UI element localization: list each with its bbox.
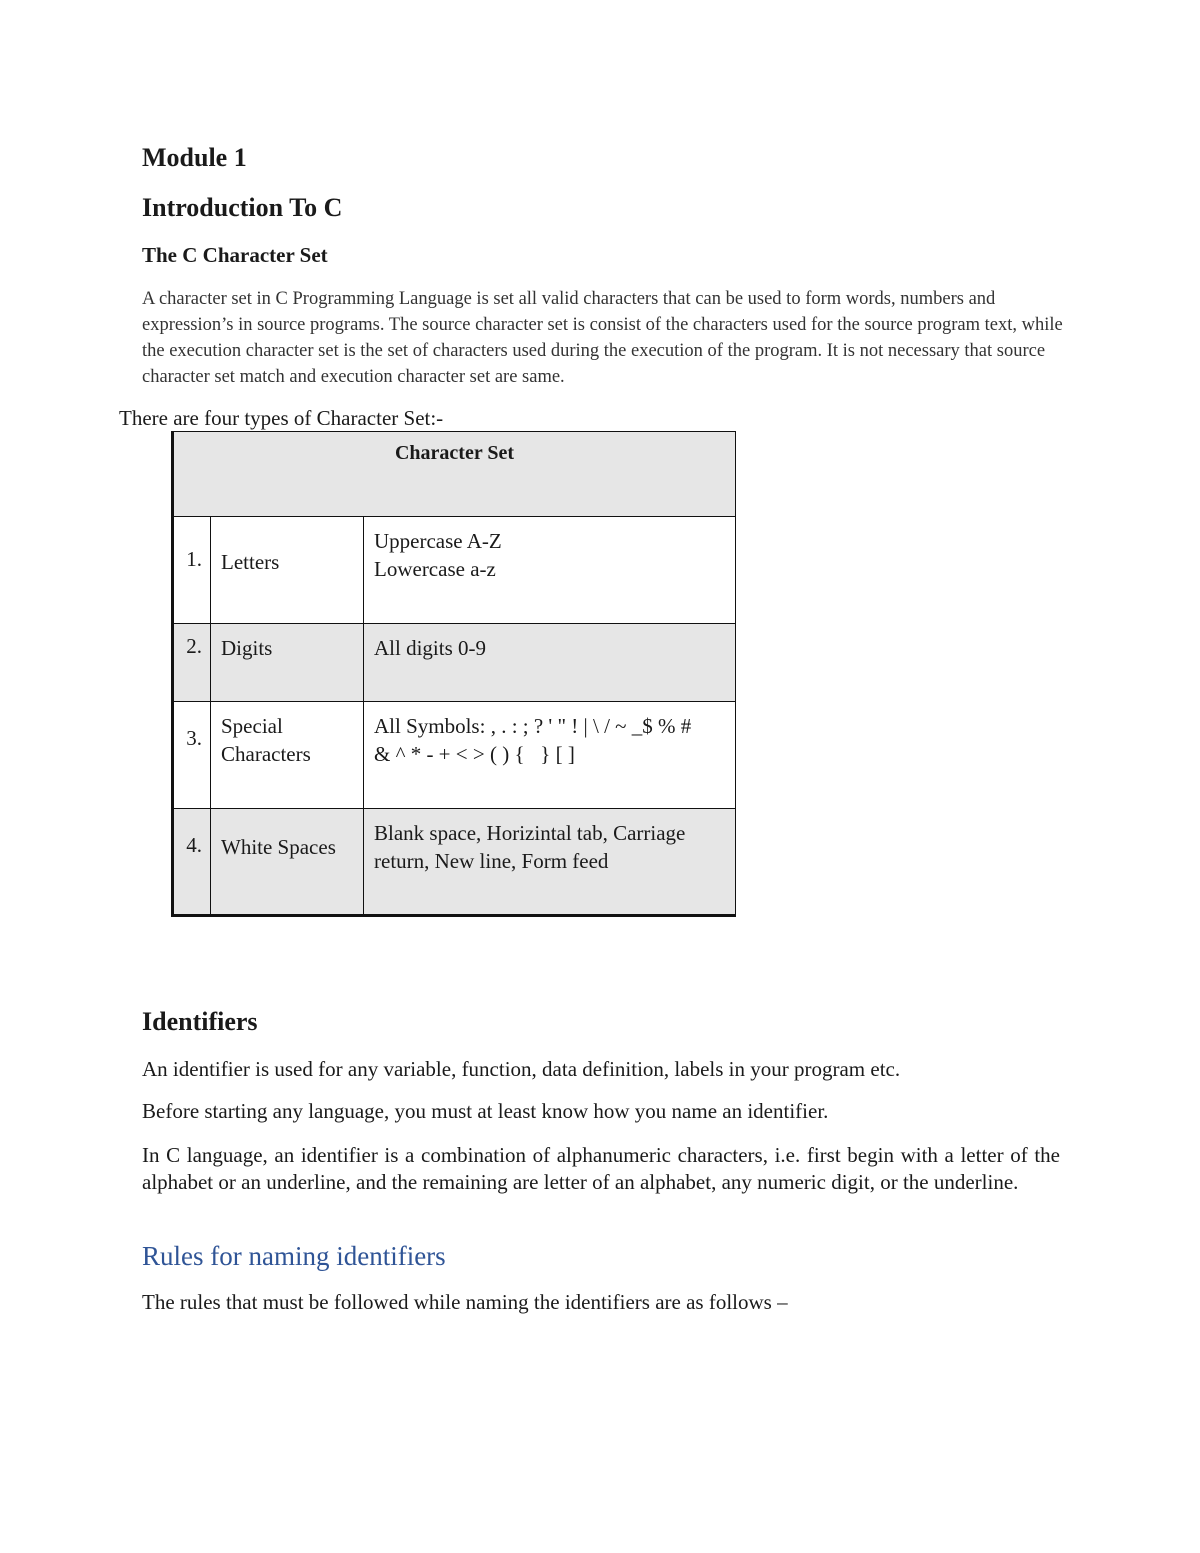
character-set-table <box>171 431 736 917</box>
module-heading: Module 1 <box>142 143 247 172</box>
row-name: Digits <box>221 636 273 660</box>
identifiers-paragraph-2: Before starting any language, you must at least know how you name an identifier. <box>142 1099 829 1123</box>
row-desc-line: Uppercase A-Z <box>374 529 502 553</box>
row-number: 3. <box>186 726 202 750</box>
table-row <box>173 624 736 702</box>
row-desc-line: All digits 0-9 <box>374 636 487 660</box>
row-name-line: Special <box>221 714 283 738</box>
table-header-row <box>173 432 736 517</box>
identifiers-paragraph-3: In C language, an identifier is a combination of alphanumeric characters, i.e. first begin with a letter of the alphabet or an underline, and the remaining are letter of an alphabet, any numeric digit, or the underline. <box>142 1143 1060 1194</box>
row-desc-cell <box>364 702 736 809</box>
row-desc-line: Blank space, Horizintal tab, Carriage <box>374 821 686 845</box>
row-desc-cell <box>364 517 736 624</box>
row-name-line: Characters <box>221 742 311 766</box>
charset-heading: The C Character Set <box>142 243 328 267</box>
row-name-cell <box>211 624 364 702</box>
row-desc-line: Lowercase a-z <box>374 557 496 581</box>
row-desc-line: & ^ * - + < > ( ) { } [ ] <box>374 742 575 766</box>
row-name-cell <box>211 517 364 624</box>
row-name: White Spaces <box>221 835 336 859</box>
row-number-cell <box>173 624 211 702</box>
row-number: 4. <box>186 833 202 857</box>
row-number: 1. <box>186 547 202 571</box>
identifiers-heading: Identifiers <box>142 1007 258 1036</box>
rules-heading: Rules for naming identifiers <box>142 1241 446 1271</box>
row-name-cell <box>211 702 364 809</box>
table-row <box>173 702 736 809</box>
table-header: Character Set <box>173 432 736 517</box>
row-name-cell <box>211 809 364 916</box>
row-number-cell <box>173 809 211 916</box>
intro-paragraph: A character set in C Programming Language is set all valid characters that can be used to form words, numbers and expression’s in source programs. The source character set is consist of the characters used for the source program text, while the execution character set is the set of characters used during the execution of the program. It is not necessary that source character set match and execution character set are same. <box>142 289 1063 387</box>
identifiers-paragraph-1: An identifier is used for any variable, function, data definition, labels in your program etc. <box>142 1057 901 1081</box>
types-line: There are four types of Character Set:- <box>119 406 444 430</box>
row-desc-line: return, New line, Form feed <box>374 849 609 873</box>
row-desc-cell <box>364 624 736 702</box>
row-number-cell <box>173 517 211 624</box>
row-number-cell <box>173 702 211 809</box>
table-row <box>173 517 736 624</box>
rules-paragraph: The rules that must be followed while naming the identifiers are as follows – <box>142 1290 788 1314</box>
row-number: 2. <box>186 634 202 658</box>
row-desc-line: All Symbols: , . : ; ? ' " ! | \ / ~ _$ % # <box>374 714 692 738</box>
row-name: Letters <box>221 550 280 574</box>
row-desc-cell <box>364 809 736 916</box>
table-row <box>173 809 736 916</box>
intro-heading: Introduction To C <box>142 193 343 222</box>
